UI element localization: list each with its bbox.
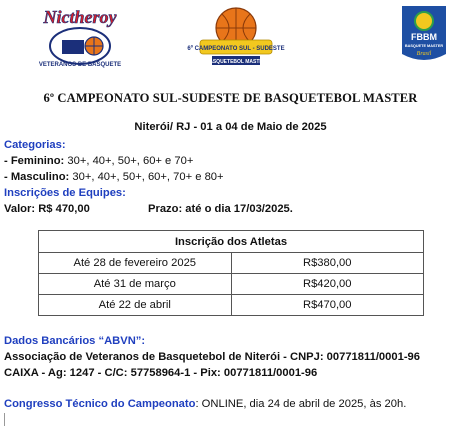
congresso-label: Congresso Técnico do Campeonato: [4, 398, 196, 410]
dados-bancarios-heading: Dados Bancários “ABVN”:: [4, 335, 146, 347]
masculino-value: 30+, 40+, 50+, 60+, 70+ e 80+: [69, 171, 224, 183]
logo-right-sub-text: BASQUETE MASTER: [404, 44, 444, 48]
table-cell-valor: R$380,00: [231, 253, 424, 274]
page-title: 6º CAMPEONATO SUL-SUDESTE DE BASQUETEBOL MASTER: [43, 91, 418, 105]
inscricao-prazo: Prazo: até o dia 17/03/2025.: [148, 203, 293, 215]
categorias-heading: Categorias:: [4, 139, 66, 151]
logo-center-ribbon-text: BASQUETEBOL MASTER: [205, 59, 267, 65]
masculino-label: - Masculino:: [4, 171, 70, 183]
campeonato-logo: [186, 6, 286, 70]
logo-right-script-text: Brasil: [416, 51, 432, 57]
text-cursor: [4, 413, 5, 426]
congresso-value: : ONLINE, dia 24 de abril de 2025, às 20h.: [195, 398, 407, 410]
table-row: [39, 253, 424, 274]
logo-left-arc-text: VETERANOS DE BASQUETE: [38, 62, 122, 68]
table-row: [39, 274, 424, 295]
table-row: [39, 295, 424, 316]
inscricoes-equipes-heading: Inscrições de Equipes:: [4, 187, 126, 199]
feminino-label: - Feminino:: [4, 155, 65, 167]
table-cell-periodo: Até 22 de abril: [39, 295, 232, 316]
feminino-value: 30+, 40+, 50+, 60+ e 70+: [64, 155, 194, 167]
table-cell-periodo: Até 28 de fevereiro 2025: [39, 253, 232, 274]
table-header: Inscrição dos Atletas: [39, 231, 424, 253]
event-location-date: Niterói/ RJ - 01 a 04 de Maio de 2025: [134, 121, 327, 133]
congresso-tecnico: [4, 398, 406, 410]
inscricao-atletas-table: [38, 230, 424, 316]
inscricao-valor: Valor: R$ 470,00: [4, 203, 90, 215]
dados-bancarios-associacao: Associação de Veteranos de Basquetebol de Niterói - CNPJ: 00771811/0001-96: [4, 351, 420, 363]
fbbm-logo: [400, 4, 448, 66]
table-cell-valor: R$420,00: [231, 274, 424, 295]
table-cell-valor: R$470,00: [231, 295, 424, 316]
table-cell-periodo: Até 31 de março: [39, 274, 232, 295]
categoria-masculino: [4, 171, 224, 183]
logo-right-main-text: FBBM: [411, 32, 437, 42]
nictheroy-logo: [36, 6, 124, 68]
logo-left-main-text: Nictheroy: [43, 7, 117, 27]
header-logos: [0, 0, 461, 80]
logo-center-main-text: 6º CAMPEONATO SUL - SUDESTE: [187, 46, 285, 52]
categoria-feminino: [4, 155, 193, 167]
table-header-row: [39, 231, 424, 253]
dados-bancarios-conta: CAIXA - Ag: 1247 - C/C: 57758964-1 - Pix: 00771811/0001-96: [4, 367, 318, 379]
